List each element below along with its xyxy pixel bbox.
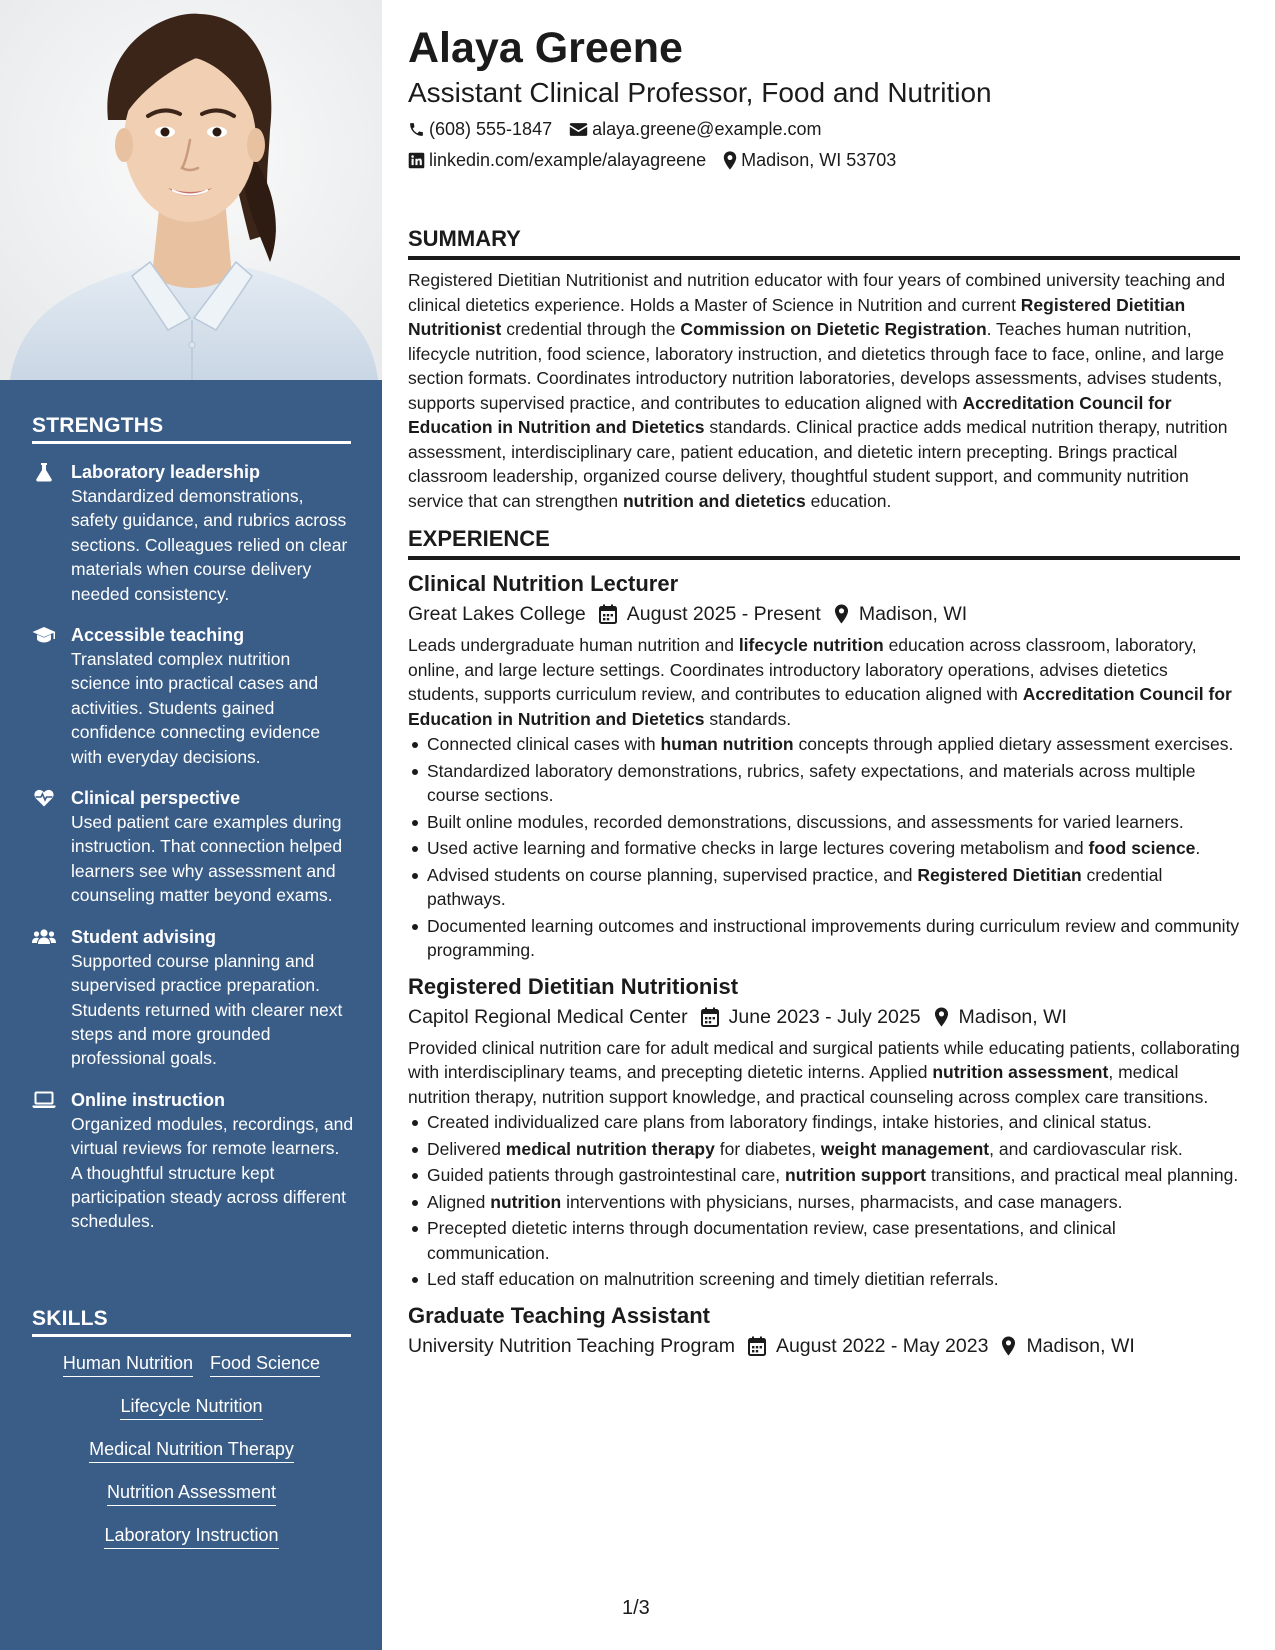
job-description-highlight: Accreditation Council for Education in Nutrition and Dietetics [408,684,1232,729]
job-title: Registered Dietitian Nutritionist [408,973,739,999]
skill-tag: Laboratory Instruction [104,1524,278,1549]
job-dates: June 2023 - July 2025 [728,1005,921,1028]
summary-segment: Registered Dietitian Nutritionist and nutrition educator with four years of combined university teaching and clinical dietetics experience. Holds a Master of Science in Nutrition and current [408,270,1226,315]
job-description [408,1036,1240,1110]
bullet-segment: transitions, and practical meal planning. [925,1165,1239,1185]
summary-highlight: nutrition and dietetics [622,490,806,511]
skill-tag: Nutrition Assessment [107,1481,276,1506]
job-location: Madison, WI [858,603,968,625]
map-pin-icon [834,604,849,624]
bullet-highlight: nutrition support [785,1165,926,1185]
phone-text: (608) 555-1847 [429,119,553,139]
bullet-segment: , and cardiovascular risk. [989,1138,1183,1159]
calendar-icon [599,604,617,624]
bullet-highlight: Registered Dietitian [917,864,1082,885]
job-dates: August 2025 - Present [626,603,821,625]
strength-item [32,925,354,1071]
job-entry [408,1302,1240,1360]
bullet-highlight: human nutrition [660,734,794,754]
strength-item [32,460,354,606]
job-meta [408,1003,1240,1031]
bullet-segment: Built online modules, recorded demonstrations, discussions, and assessments for varied learners. [427,811,1184,832]
bullet-segment: Advised students on course planning, supervised practice, and [427,864,918,885]
job-title: Clinical Nutrition Lecturer [408,571,679,596]
job-bullet [408,732,1240,757]
bullet-highlight: food science [1088,838,1196,858]
bullet-segment: Documented learning outcomes and instructional improvements during curriculum review and community programming. [427,915,1240,960]
strengths-heading: STRENGTHS [32,414,351,444]
strengths-list [32,460,354,1251]
bullet-segment: . [1195,838,1201,858]
summary-segment: . Teaches human nutrition, lifecycle nutrition, food science, laboratory instruction, and dietetics through face to face, online, and large section formats. Coordinates introductory nutrition laboratories, develops assessments, advises students, supports supervised practice, and contributes to education aligned with [408,319,1225,413]
envelope-icon [569,122,588,137]
strength-item [32,623,354,769]
job-description-highlight: nutrition assessment [932,1062,1109,1082]
job-location: Madison, WI [1026,1334,1135,1357]
bullet-highlight: medical nutrition therapy [505,1138,715,1159]
profile-photo [0,0,382,380]
bullet-segment: concepts through applied dietary assessment exercises. [793,734,1234,754]
skill-tag: Food Science [210,1352,320,1377]
job-bullet [408,836,1240,861]
strength-title: Online instruction [71,1089,226,1110]
job-description-segment: Leads undergraduate human nutrition and [408,635,739,655]
job-description-segment: , medical nutrition therapy, nutrition support knowledge, and practical counseling across complex care transitions. [408,1062,1209,1107]
strength-item [32,786,354,908]
bullet-highlight: nutrition [490,1191,562,1212]
email-contact[interactable] [569,117,821,141]
job-bullet [408,1137,1240,1162]
job-employer: Great Lakes College [408,603,586,625]
job-bullet [408,863,1240,912]
job-entry [408,570,1240,963]
job-bullets [408,1110,1240,1292]
map-pin-icon [934,1007,949,1027]
bullet-segment: for diabetes, [714,1138,821,1159]
sidebar [0,0,382,1650]
page-number: 1/3 [622,1597,650,1619]
bullet-segment: credential pathways. [427,864,1163,909]
laptop-icon [32,1090,56,1110]
job-bullet [408,1190,1240,1215]
heart-pulse-icon [32,788,56,808]
summary-highlight: Commission on Dietetic Registration [680,319,987,339]
strength-description: Organized modules, recordings, and virtual reviews for remote learners. A thoughtful structure kept participation steady across different schedules. [71,1113,354,1232]
strength-title: Student advising [71,926,217,947]
bullet-segment: Guided patients through gastrointestinal care, [427,1165,785,1185]
summary-highlight: Registered Dietitian Nutritionist [408,294,1186,339]
bullet-segment: interventions with physicians, nurses, pharmacists, and case managers. [561,1191,1123,1212]
strength-description: Standardized demonstrations, safety guidance, and rubrics across sections. Colleagues relied on clear materials when course delivery needed consistency. [71,486,348,604]
job-location: Madison, WI [958,1005,1067,1028]
flask-icon [32,462,56,482]
bullet-highlight: weight management [820,1138,990,1159]
strength-description: Used patient care examples during instruction. That connection helped learners see why assessment and counseling matter beyond exams. [71,812,343,906]
summary-segment: education. [805,490,892,511]
phone-contact[interactable] [408,117,552,141]
summary-segment: credential through the [501,319,681,339]
strength-title: Accessible teaching [71,625,245,646]
bullet-segment: Used active learning and formative checks in large lectures covering metabolism and [427,838,1089,858]
job-employer: Capitol Regional Medical Center [408,1005,688,1028]
job-description [408,633,1240,731]
strength-description: Supported course planning and supervised practice preparation. Students returned with clearer next steps and more grounded professional goals. [71,950,343,1069]
experience-list [408,570,1240,1360]
summary-highlight: Accreditation Council for Education in Nutrition and Dietetics [408,392,1172,437]
users-icon [32,927,56,947]
candidate-name: Alaya Greene [408,24,683,72]
strength-title: Laboratory leadership [71,462,261,482]
job-bullet [408,1216,1240,1265]
job-description-segment: Provided clinical nutrition care for adult medical and surgical patients while educating patients, collaborating with interdisciplinary teams, and precepting dietetic interns. Applied [408,1037,1240,1082]
job-bullet [408,759,1240,808]
summary-heading: SUMMARY [408,225,1240,260]
job-entry [408,973,1240,1292]
candidate-headline: Assistant Clinical Professor, Food and Nutrition [408,77,992,108]
skills-heading: SKILLS [32,1307,351,1337]
calendar-icon [701,1007,719,1027]
graduation-cap-icon [32,625,56,645]
job-employer: University Nutrition Teaching Program [408,1334,735,1357]
bullet-segment: Led staff education on malnutrition screening and timely dietitian referrals. [427,1269,999,1289]
skills-list [32,1352,351,1549]
calendar-icon [748,1336,766,1356]
linkedin-icon [408,152,425,169]
main-content [408,20,1240,1360]
job-bullet [408,1267,1240,1292]
strength-item [32,1088,354,1234]
contact-row [408,148,1240,172]
map-pin-icon [1001,1336,1016,1356]
email-text: alaya.greene@example.com [592,119,822,139]
job-description-segment: standards. [704,708,792,729]
job-bullet [408,1110,1240,1135]
job-meta [408,600,1240,628]
job-title: Graduate Teaching Assistant [408,1302,710,1328]
job-dates: August 2022 - May 2023 [775,1334,989,1357]
bullet-segment: Precepted dietetic interns through documentation review, case presentations, and clinical communication. [427,1218,1116,1263]
experience-heading: EXPERIENCE [408,525,1240,560]
strength-title: Clinical perspective [71,788,241,809]
location-text: Madison, WI 53703 [741,150,897,170]
linkedin-text: linkedin.com/example/alayagreene [429,150,707,170]
summary-text [408,268,1240,513]
job-description-highlight: lifecycle nutrition [738,635,884,655]
bullet-segment: Created individualized care plans from laboratory findings, intake histories, and clinical status. [427,1112,1152,1132]
job-bullet [408,1163,1240,1188]
bullet-segment: Standardized laboratory demonstrations, rubrics, safety expectations, and materials across multiple course sections. [427,760,1196,805]
phone-icon [408,121,425,138]
skill-tag: Lifecycle Nutrition [120,1395,262,1420]
skill-tag: Medical Nutrition Therapy [89,1438,294,1463]
job-meta [408,1332,1240,1360]
job-description-segment: education across classroom, laboratory, online, and large lecture settings. Coordinates introductory laboratory operations, advises dietetics students, supports curriculum review, and contributes to education aligned with [408,635,1197,704]
job-bullets [408,732,1240,963]
linkedin-contact[interactable] [408,148,706,172]
bullet-segment: Aligned [427,1191,491,1212]
bullet-segment: Delivered [427,1138,506,1159]
skill-tag: Human Nutrition [63,1352,193,1377]
strength-description: Translated complex nutrition science into practical cases and activities. Students gained confidence connecting evidence with everyday decisions. [71,649,321,767]
job-bullet [408,810,1240,835]
location-contact [723,148,896,172]
summary-segment: standards. Clinical practice adds medical nutrition therapy, nutrition assessment, interdisciplinary care, patient education, and dietetic intern precepting. Brings practical classroom leadership, organized course delivery, thoughtful student support, and community nutrition service that can strengthen [408,417,1228,511]
bullet-segment: Connected clinical cases with [427,734,661,754]
contact-row [408,117,1240,141]
job-bullet [408,914,1240,963]
map-pin-icon [723,151,737,170]
